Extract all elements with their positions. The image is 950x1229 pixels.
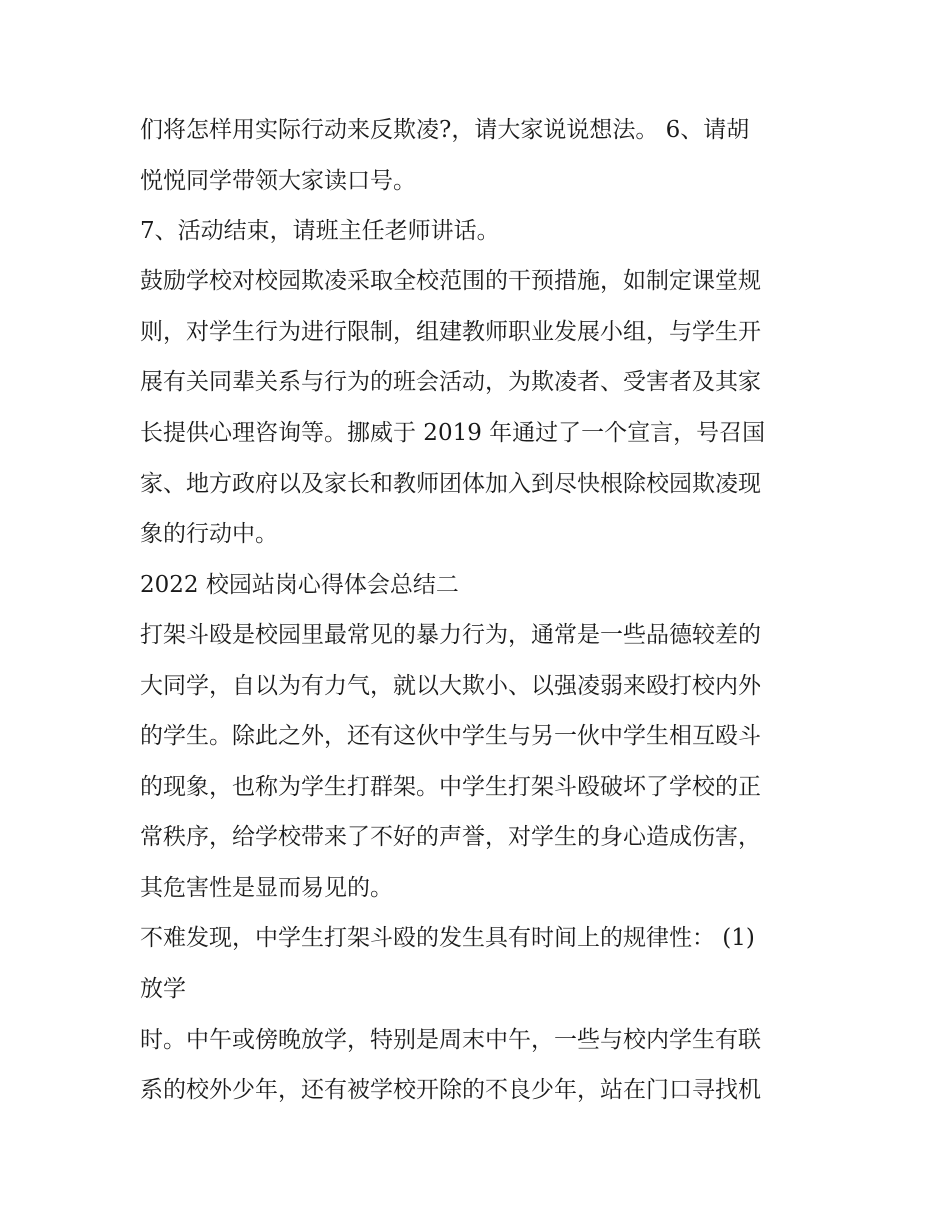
text-line: 其危害性是显而易见的。 [140, 875, 393, 901]
text-line: 时。中午或傍晚放学，特别是周末中午，一些与校内学生有联 [140, 1027, 761, 1053]
text-line: 家、地方政府以及家长和教师团体加入到尽快根除校园欺凌现 [140, 471, 761, 497]
text-line: 的学生。除此之外，还有这伙中学生与另一伙中学生相互殴斗 [140, 723, 761, 749]
text-line: 展有关同辈关系与行为的班会活动，为欺凌者、受害者及其家 [140, 369, 761, 395]
text-line: 象的行动中。 [140, 521, 278, 547]
text-line: 的现象，也称为学生打群架。中学生打架斗殴破坏了学校的正 [140, 774, 761, 800]
text-line: 鼓励学校对校园欺凌采取全校范围的干预措施，如制定课堂规 [140, 268, 761, 294]
text-line: 长提供心理咨询等。挪威于 2019 年通过了一个宣言，号召国 [140, 420, 766, 446]
text-line: 大同学，自以为有力气，就以大欺小、以强凌弱来殴打校内外 [140, 673, 761, 699]
text-line: 常秩序，给学校带来了不好的声誉，对学生的身心造成伤害， [140, 824, 761, 850]
text-line: 不难发现，中学生打架斗殴的发生具有时间上的规律性： (1) [140, 925, 755, 951]
text-line: 悦悦同学带领大家读口号。 [140, 168, 416, 194]
text-line: 打架斗殴是校园里最常见的暴力行为，通常是一些品德较差的 [140, 622, 761, 648]
text-line: 则，对学生行为进行限制，组建教师职业发展小组，与学生开 [140, 319, 761, 345]
section-heading: 2022 校园站岗心得体会总结二 [140, 572, 459, 598]
text-line: 系的校外少年，还有被学校开除的不良少年，站在门口寻找机 [140, 1077, 761, 1103]
text-line: 放学 [140, 976, 186, 1002]
text-line: 7、活动结束，请班主任老师讲话。 [140, 218, 500, 244]
text-line: 们将怎样用实际行动来反欺凌?，请大家说说想法。 6、请胡 [140, 117, 750, 143]
